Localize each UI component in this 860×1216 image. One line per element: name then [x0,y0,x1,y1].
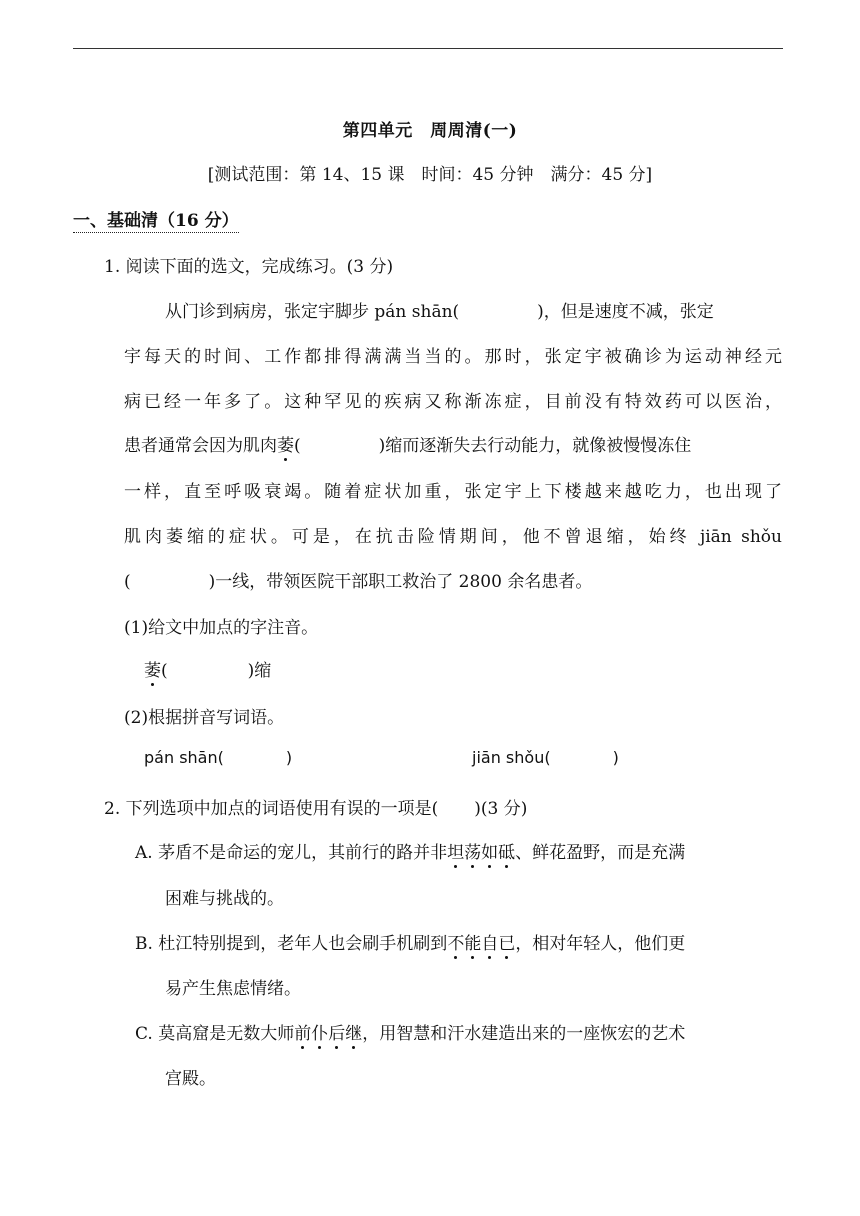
dotted-char: 前 [294,1024,312,1044]
dotted-char: 萎 [144,661,161,681]
dotted-char: 荡 [464,843,482,863]
pinyin-label: pán shān( [144,748,224,767]
option-b[interactable] [135,929,685,954]
sub-question-2: (2)根据拼音写词语。 [124,708,285,728]
dotted-char: 自 [481,934,499,954]
passage-line-6: 肌肉萎缩的症状。可是，在抗击险情期间，他不曾退缩，始终 jiān shǒu [124,527,782,547]
dotted-char: 已 [498,934,516,954]
option-text: C. 莫高窟是无数大师 [135,1024,295,1044]
dotted-char: 继 [345,1024,363,1044]
passage-text: )缩而逐渐失去行动能力，就像被慢慢冻住 [378,436,692,456]
passage-text: 患者通常会因为肌肉 [124,436,277,456]
passage-line-2: 宇每天的时间、工作都排得满满当当的。那时，张定宇被确诊为运动神经元 [124,347,782,367]
dotted-char: 仆 [311,1024,329,1044]
header-rule [73,48,783,49]
option-a-line-2: 困难与挑战的。 [165,889,284,909]
sub-question-1: (1)给文中加点的字注音。 [124,618,319,638]
test-scope: [测试范围：第 14、15 课 时间：45 分钟 满分：45 分] [207,165,653,185]
pinyin-label: jiān shǒu( [472,748,551,767]
question-text: 2. 下列选项中加点的词语使用有误的一项是( [104,799,439,819]
dotted-char: 如 [481,843,499,863]
passage-text: )，但是速度不减，张定 [537,302,714,322]
option-text: ，相对年轻人，他们更 [515,934,686,954]
question-1-stem: 1. 阅读下面的选文，完成练习。(3 分) [104,257,394,277]
passage-line-4 [124,431,782,456]
passage-line-5: 一样，直至呼吸衰竭。随着症状加重，张定宇上下楼越来越吃力，也出现了 [124,482,782,502]
passage-text: 从门诊到病房，张定宇脚步 pán shān( [165,302,460,322]
answer-bracket-close: ) [612,748,619,767]
question-text: )(3 分) [474,799,528,819]
sub-answer-1 [144,656,271,681]
dotted-char: 砥 [498,843,516,863]
sub-answer-2a [144,748,292,767]
passage-line-1 [165,297,782,322]
passage-text: ( [124,572,131,592]
option-text: A. 茅盾不是命运的宠儿，其前行的路并非 [135,843,448,863]
passage-text: )一线，带领医院干部职工救治了 2800 余名患者。 [208,572,593,592]
answer-bracket-close: ) [285,748,293,767]
page-title: 第四单元 周周清(一) [342,121,518,141]
question-2-stem [104,794,527,819]
dotted-char: 能 [464,934,482,954]
option-a[interactable] [135,838,685,863]
dotted-char: 后 [328,1024,346,1044]
passage-text: ( [294,436,301,456]
option-text: 、鲜花盈野，而是充满 [515,843,686,863]
answer-bracket-open: ( [161,661,168,681]
option-c-line-2: 宫殿。 [165,1069,216,1089]
sub-answer-2b [472,748,619,767]
option-b-line-2: 易产生焦虑情绪。 [165,979,301,999]
option-c[interactable] [135,1019,685,1044]
section-heading: 一、基础清（16 分） [73,206,239,233]
dotted-char: 坦 [447,843,465,863]
option-text: B. 杜江特别提到，老年人也会刷手机刷到 [135,934,448,954]
dotted-char: 不 [447,934,465,954]
passage-line-3: 病已经一年多了。这种罕见的疾病又称渐冻症，目前没有特效药可以医治， [124,392,782,412]
passage-line-7 [124,567,592,592]
option-text: ，用智慧和汗水建造出来的一座恢宏的艺术 [362,1024,686,1044]
answer-bracket-close: )缩 [247,661,272,681]
dotted-char: 萎 [277,436,294,456]
